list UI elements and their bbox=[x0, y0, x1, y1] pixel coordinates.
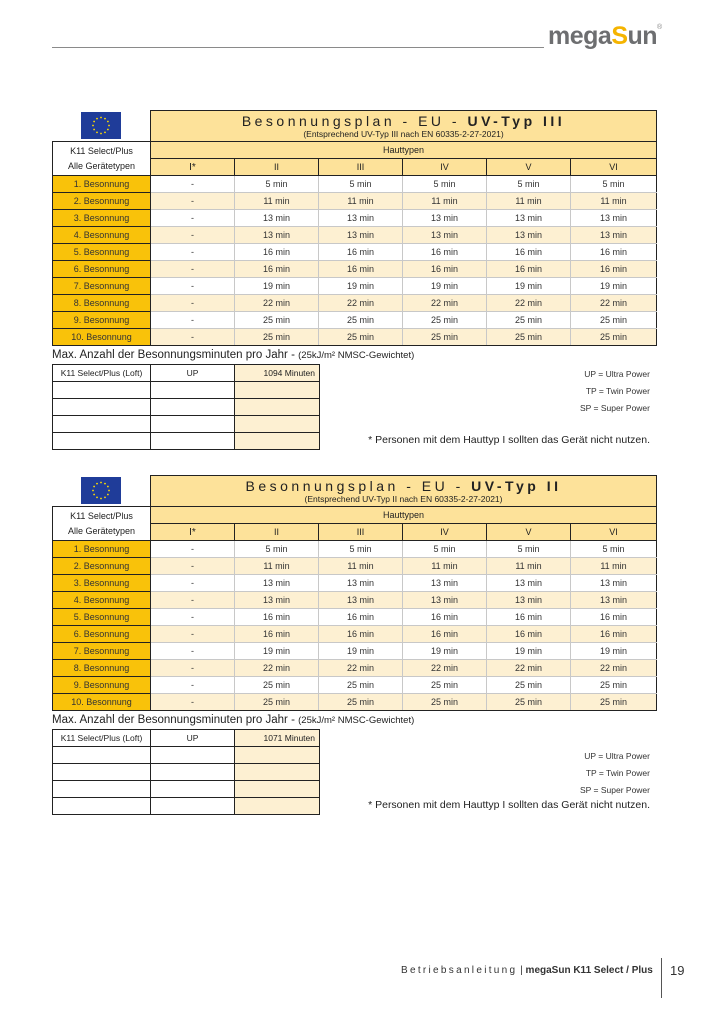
max-model-cell bbox=[53, 416, 151, 433]
duration-cell: 25 min bbox=[319, 329, 403, 346]
legend-item: UP = Ultra Power bbox=[584, 369, 650, 379]
duration-cell: 25 min bbox=[487, 694, 571, 711]
duration-cell: - bbox=[151, 575, 235, 592]
session-label: 10. Besonnung bbox=[53, 329, 151, 346]
duration-cell: 19 min bbox=[319, 643, 403, 660]
session-label: 8. Besonnung bbox=[53, 295, 151, 312]
duration-cell: 25 min bbox=[235, 312, 319, 329]
max-type-cell bbox=[151, 399, 235, 416]
table-row bbox=[53, 541, 657, 558]
skin-type-header: I* bbox=[151, 159, 235, 176]
duration-cell: 19 min bbox=[487, 278, 571, 295]
title-uv-type: UV-Typ III bbox=[467, 113, 566, 129]
duration-cell: 5 min bbox=[571, 541, 657, 558]
max-type-cell bbox=[151, 416, 235, 433]
max-minutes-area bbox=[52, 729, 656, 839]
footer-doc-label: Betriebsanleitung bbox=[401, 965, 518, 976]
tanning-plan-table bbox=[52, 110, 657, 346]
max-type-cell: UP bbox=[151, 730, 235, 747]
duration-cell: 25 min bbox=[487, 312, 571, 329]
duration-cell: 11 min bbox=[235, 193, 319, 210]
plan-section-uv-typ-3 bbox=[52, 110, 656, 474]
max-minutes-row bbox=[53, 798, 320, 815]
max-value-cell bbox=[235, 433, 320, 450]
duration-cell: 22 min bbox=[235, 295, 319, 312]
duration-cell: 25 min bbox=[403, 329, 487, 346]
table-row bbox=[53, 694, 657, 711]
table-row bbox=[53, 261, 657, 278]
max-model-cell bbox=[53, 781, 151, 798]
duration-cell: 16 min bbox=[319, 609, 403, 626]
duration-cell: 13 min bbox=[571, 227, 657, 244]
max-minutes-row bbox=[53, 382, 320, 399]
duration-cell: - bbox=[151, 660, 235, 677]
max-minutes-row bbox=[53, 781, 320, 798]
max-value-cell: 1071 Minuten bbox=[235, 730, 320, 747]
duration-cell: 16 min bbox=[403, 609, 487, 626]
model-line-1: K11 Select/Plus bbox=[70, 145, 133, 156]
session-label: 2. Besonnung bbox=[53, 193, 151, 210]
duration-cell: 16 min bbox=[487, 626, 571, 643]
duration-cell: 16 min bbox=[403, 244, 487, 261]
duration-cell: 16 min bbox=[235, 244, 319, 261]
duration-cell: 22 min bbox=[487, 295, 571, 312]
duration-cell: 5 min bbox=[319, 176, 403, 193]
max-model-cell bbox=[53, 764, 151, 781]
duration-cell: 16 min bbox=[403, 261, 487, 278]
duration-cell: 25 min bbox=[319, 312, 403, 329]
duration-cell: 16 min bbox=[403, 626, 487, 643]
session-label: 3. Besonnung bbox=[53, 210, 151, 227]
duration-cell: 11 min bbox=[403, 193, 487, 210]
footer-product-name: megaSun K11 Select / Plus bbox=[525, 965, 653, 976]
max-title-text: Max. Anzahl der Besonnungsminuten pro Jahr - bbox=[52, 714, 299, 726]
duration-cell: 16 min bbox=[487, 609, 571, 626]
duration-cell: - bbox=[151, 176, 235, 193]
duration-cell: 13 min bbox=[403, 210, 487, 227]
session-label: 6. Besonnung bbox=[53, 626, 151, 643]
table-row bbox=[53, 210, 657, 227]
skin-types-header: Hauttypen bbox=[151, 507, 657, 524]
duration-cell: 25 min bbox=[403, 677, 487, 694]
skin-type-header: III bbox=[319, 524, 403, 541]
duration-cell: 16 min bbox=[571, 609, 657, 626]
duration-cell: 11 min bbox=[487, 558, 571, 575]
skin-type-header: V bbox=[487, 159, 571, 176]
duration-cell: 5 min bbox=[319, 541, 403, 558]
max-value-cell bbox=[235, 781, 320, 798]
max-value-cell bbox=[235, 798, 320, 815]
session-label: 2. Besonnung bbox=[53, 558, 151, 575]
duration-cell: - bbox=[151, 609, 235, 626]
duration-cell: 19 min bbox=[235, 643, 319, 660]
table-row bbox=[53, 295, 657, 312]
duration-cell: 22 min bbox=[487, 660, 571, 677]
legend-item: TP = Twin Power bbox=[585, 768, 650, 778]
duration-cell: - bbox=[151, 295, 235, 312]
duration-cell: 5 min bbox=[235, 541, 319, 558]
duration-cell: 13 min bbox=[235, 210, 319, 227]
duration-cell: 13 min bbox=[319, 575, 403, 592]
session-label: 8. Besonnung bbox=[53, 660, 151, 677]
max-model-cell: K11 Select/Plus (Loft) bbox=[53, 730, 151, 747]
legend-item: SP = Super Power bbox=[579, 785, 650, 795]
duration-cell: - bbox=[151, 261, 235, 278]
duration-cell: 25 min bbox=[319, 694, 403, 711]
duration-cell: 13 min bbox=[403, 575, 487, 592]
tanning-plan-table bbox=[52, 475, 657, 711]
duration-cell: 11 min bbox=[571, 193, 657, 210]
session-label: 9. Besonnung bbox=[53, 677, 151, 694]
table-row bbox=[53, 329, 657, 346]
duration-cell: 16 min bbox=[319, 261, 403, 278]
model-line-2: Alle Gerätetypen bbox=[67, 160, 136, 171]
duration-cell: 25 min bbox=[571, 329, 657, 346]
duration-cell: 11 min bbox=[487, 193, 571, 210]
max-type-cell: UP bbox=[151, 365, 235, 382]
session-label: 7. Besonnung bbox=[53, 643, 151, 660]
max-minutes-row bbox=[53, 399, 320, 416]
duration-cell: - bbox=[151, 312, 235, 329]
duration-cell: 13 min bbox=[235, 592, 319, 609]
max-minutes-table bbox=[52, 364, 320, 450]
table-row bbox=[53, 609, 657, 626]
duration-cell: 13 min bbox=[319, 592, 403, 609]
duration-cell: - bbox=[151, 244, 235, 261]
duration-cell: 25 min bbox=[571, 312, 657, 329]
duration-cell: 5 min bbox=[403, 541, 487, 558]
duration-cell: 19 min bbox=[235, 278, 319, 295]
duration-cell: 11 min bbox=[235, 558, 319, 575]
max-value-cell bbox=[235, 747, 320, 764]
duration-cell: 25 min bbox=[571, 694, 657, 711]
table-row bbox=[53, 227, 657, 244]
duration-cell: 13 min bbox=[403, 227, 487, 244]
skin-type-header: IV bbox=[403, 159, 487, 176]
max-type-cell bbox=[151, 433, 235, 450]
table-row bbox=[53, 193, 657, 210]
duration-cell: 13 min bbox=[571, 592, 657, 609]
duration-cell: 16 min bbox=[487, 261, 571, 278]
skin-types-header: Hauttypen bbox=[151, 142, 657, 159]
title-prefix: Besonnungsplan - EU - bbox=[245, 478, 472, 494]
duration-cell: 16 min bbox=[487, 244, 571, 261]
duration-cell: 22 min bbox=[571, 660, 657, 677]
table-row bbox=[53, 558, 657, 575]
plan-title-main bbox=[151, 113, 656, 129]
duration-cell: 22 min bbox=[403, 295, 487, 312]
max-minutes-row bbox=[53, 747, 320, 764]
model-label bbox=[53, 507, 151, 541]
skin-type-header: I* bbox=[151, 524, 235, 541]
max-type-cell bbox=[151, 382, 235, 399]
duration-cell: 5 min bbox=[235, 176, 319, 193]
duration-cell: 11 min bbox=[571, 558, 657, 575]
duration-cell: - bbox=[151, 227, 235, 244]
max-value-cell bbox=[235, 416, 320, 433]
title-uv-type: UV-Typ II bbox=[471, 478, 562, 494]
duration-cell: 25 min bbox=[487, 329, 571, 346]
duration-cell: 5 min bbox=[571, 176, 657, 193]
duration-cell: 16 min bbox=[235, 609, 319, 626]
duration-cell: 25 min bbox=[235, 677, 319, 694]
logo-text-s: S bbox=[611, 22, 628, 50]
session-label: 1. Besonnung bbox=[53, 176, 151, 193]
max-type-cell bbox=[151, 781, 235, 798]
eu-flag-icon bbox=[81, 477, 121, 504]
max-title-note: (25kJ/m² NMSC-Gewichtet) bbox=[298, 350, 415, 361]
page-number: 19 bbox=[670, 963, 685, 978]
session-label: 1. Besonnung bbox=[53, 541, 151, 558]
max-model-cell: K11 Select/Plus (Loft) bbox=[53, 365, 151, 382]
duration-cell: - bbox=[151, 558, 235, 575]
flag-cell bbox=[53, 111, 151, 142]
max-title-text: Max. Anzahl der Besonnungsminuten pro Jahr - bbox=[52, 349, 299, 361]
max-value-cell: 1094 Minuten bbox=[235, 365, 320, 382]
duration-cell: 11 min bbox=[319, 193, 403, 210]
duration-cell: 11 min bbox=[319, 558, 403, 575]
plan-title bbox=[151, 476, 657, 507]
duration-cell: - bbox=[151, 278, 235, 295]
duration-cell: 13 min bbox=[235, 575, 319, 592]
flag-cell bbox=[53, 476, 151, 507]
table-row bbox=[53, 643, 657, 660]
max-type-cell bbox=[151, 764, 235, 781]
duration-cell: 13 min bbox=[487, 227, 571, 244]
model-line-1: K11 Select/Plus bbox=[70, 510, 133, 521]
legend-item: SP = Super Power bbox=[579, 403, 650, 413]
skin-type-header: II bbox=[235, 524, 319, 541]
session-label: 10. Besonnung bbox=[53, 694, 151, 711]
session-label: 4. Besonnung bbox=[53, 592, 151, 609]
max-model-cell bbox=[53, 433, 151, 450]
duration-cell: 25 min bbox=[403, 312, 487, 329]
skin-type-header: IV bbox=[403, 524, 487, 541]
duration-cell: 5 min bbox=[487, 541, 571, 558]
duration-cell: 13 min bbox=[319, 210, 403, 227]
session-label: 5. Besonnung bbox=[53, 609, 151, 626]
header-rule bbox=[52, 47, 544, 48]
max-type-cell bbox=[151, 747, 235, 764]
duration-cell: 25 min bbox=[235, 694, 319, 711]
duration-cell: 11 min bbox=[403, 558, 487, 575]
duration-cell: - bbox=[151, 193, 235, 210]
duration-cell: 13 min bbox=[487, 210, 571, 227]
duration-cell: 5 min bbox=[403, 176, 487, 193]
duration-cell: - bbox=[151, 592, 235, 609]
max-value-cell bbox=[235, 382, 320, 399]
max-model-cell bbox=[53, 382, 151, 399]
skin-type-header: V bbox=[487, 524, 571, 541]
model-line-2: Alle Gerätetypen bbox=[67, 525, 136, 536]
legend-item: TP = Twin Power bbox=[585, 386, 650, 396]
duration-cell: 13 min bbox=[403, 592, 487, 609]
duration-cell: 13 min bbox=[235, 227, 319, 244]
session-label: 4. Besonnung bbox=[53, 227, 151, 244]
duration-cell: 16 min bbox=[571, 244, 657, 261]
duration-cell: - bbox=[151, 210, 235, 227]
duration-cell: - bbox=[151, 541, 235, 558]
table-row bbox=[53, 626, 657, 643]
duration-cell: 25 min bbox=[487, 677, 571, 694]
duration-cell: - bbox=[151, 677, 235, 694]
skin-type-header: III bbox=[319, 159, 403, 176]
table-row bbox=[53, 575, 657, 592]
duration-cell: 16 min bbox=[235, 626, 319, 643]
duration-cell: 25 min bbox=[403, 694, 487, 711]
max-title-note: (25kJ/m² NMSC-Gewichtet) bbox=[298, 715, 415, 726]
duration-cell: 5 min bbox=[487, 176, 571, 193]
table-row bbox=[53, 592, 657, 609]
max-minutes-row bbox=[53, 730, 320, 747]
skin-type-footnote: * Personen mit dem Hauttyp I sollten das Gerät nicht nutzen. bbox=[368, 799, 650, 811]
duration-cell: 13 min bbox=[487, 592, 571, 609]
table-row bbox=[53, 278, 657, 295]
duration-cell: - bbox=[151, 694, 235, 711]
duration-cell: 22 min bbox=[571, 295, 657, 312]
duration-cell: 22 min bbox=[319, 660, 403, 677]
max-minutes-area bbox=[52, 364, 656, 474]
megasun-logo bbox=[548, 22, 662, 51]
max-model-cell bbox=[53, 399, 151, 416]
duration-cell: 19 min bbox=[487, 643, 571, 660]
max-value-cell bbox=[235, 764, 320, 781]
max-minutes-row bbox=[53, 365, 320, 382]
duration-cell: - bbox=[151, 329, 235, 346]
duration-cell: - bbox=[151, 643, 235, 660]
table-row bbox=[53, 176, 657, 193]
skin-type-header: VI bbox=[571, 524, 657, 541]
session-label: 3. Besonnung bbox=[53, 575, 151, 592]
abbreviation-legend bbox=[580, 366, 650, 417]
duration-cell: 19 min bbox=[319, 278, 403, 295]
table-row bbox=[53, 244, 657, 261]
logo-text-un: un bbox=[627, 22, 658, 50]
skin-type-header: VI bbox=[571, 159, 657, 176]
duration-cell: 13 min bbox=[319, 227, 403, 244]
session-label: 6. Besonnung bbox=[53, 261, 151, 278]
duration-cell: 25 min bbox=[571, 677, 657, 694]
session-label: 9. Besonnung bbox=[53, 312, 151, 329]
title-prefix: Besonnungsplan - EU - bbox=[241, 113, 468, 129]
session-label: 5. Besonnung bbox=[53, 244, 151, 261]
model-label bbox=[53, 142, 151, 176]
table-row bbox=[53, 312, 657, 329]
max-minutes-title bbox=[52, 349, 656, 361]
plan-title-main bbox=[151, 478, 656, 494]
duration-cell: 25 min bbox=[319, 677, 403, 694]
plan-section-uv-typ-2 bbox=[52, 475, 656, 839]
eu-flag-icon bbox=[81, 112, 121, 139]
footer-separator: | bbox=[517, 965, 526, 976]
session-label: 7. Besonnung bbox=[53, 278, 151, 295]
duration-cell: 13 min bbox=[571, 210, 657, 227]
duration-cell: 19 min bbox=[571, 643, 657, 660]
max-minutes-table bbox=[52, 729, 320, 815]
max-minutes-row bbox=[53, 433, 320, 450]
duration-cell: 16 min bbox=[235, 261, 319, 278]
duration-cell: 19 min bbox=[403, 643, 487, 660]
duration-cell: 22 min bbox=[403, 660, 487, 677]
table-row bbox=[53, 677, 657, 694]
max-type-cell bbox=[151, 798, 235, 815]
page-footer bbox=[401, 965, 653, 976]
table-row bbox=[53, 660, 657, 677]
duration-cell: 16 min bbox=[571, 261, 657, 278]
plan-title bbox=[151, 111, 657, 142]
duration-cell: 16 min bbox=[319, 244, 403, 261]
duration-cell: - bbox=[151, 626, 235, 643]
max-model-cell bbox=[53, 798, 151, 815]
duration-cell: 13 min bbox=[487, 575, 571, 592]
logo-text-mega: mega bbox=[548, 22, 612, 50]
plan-subtitle: (Entsprechend UV-Typ III nach EN 60335-2-27-2021) bbox=[303, 129, 504, 139]
max-model-cell bbox=[53, 747, 151, 764]
duration-cell: 19 min bbox=[403, 278, 487, 295]
footer-divider bbox=[661, 958, 662, 998]
max-minutes-row bbox=[53, 764, 320, 781]
duration-cell: 22 min bbox=[235, 660, 319, 677]
duration-cell: 19 min bbox=[571, 278, 657, 295]
skin-type-footnote: * Personen mit dem Hauttyp I sollten das Gerät nicht nutzen. bbox=[368, 434, 650, 446]
skin-type-header: II bbox=[235, 159, 319, 176]
duration-cell: 25 min bbox=[235, 329, 319, 346]
max-minutes-title bbox=[52, 714, 656, 726]
max-value-cell bbox=[235, 399, 320, 416]
legend-item: UP = Ultra Power bbox=[584, 751, 650, 761]
duration-cell: 16 min bbox=[319, 626, 403, 643]
plan-subtitle: (Entsprechend UV-Typ II nach EN 60335-2-27-2021) bbox=[304, 494, 503, 504]
max-minutes-row bbox=[53, 416, 320, 433]
duration-cell: 22 min bbox=[319, 295, 403, 312]
duration-cell: 13 min bbox=[571, 575, 657, 592]
registered-mark: ® bbox=[657, 24, 662, 31]
abbreviation-legend bbox=[580, 748, 650, 799]
duration-cell: 16 min bbox=[571, 626, 657, 643]
